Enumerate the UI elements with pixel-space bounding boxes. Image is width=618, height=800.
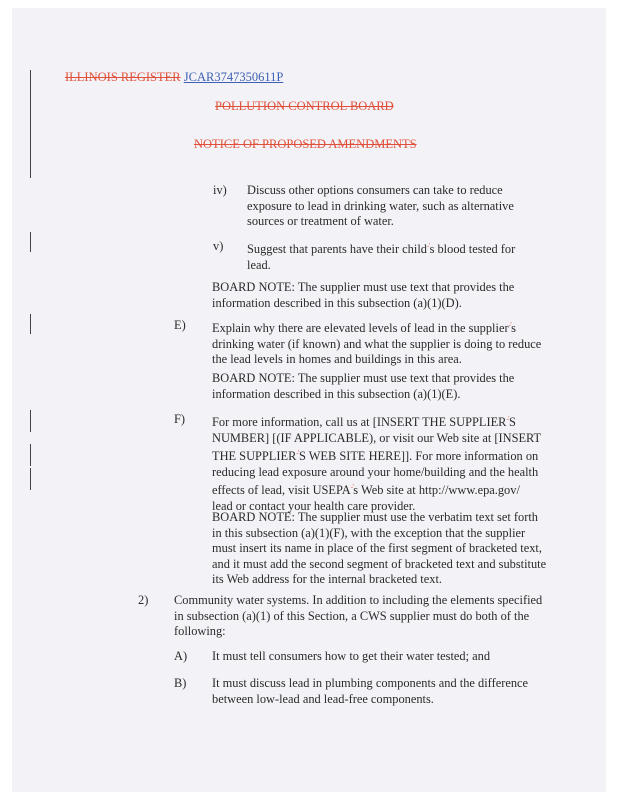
item-2-label: 2) [138, 593, 149, 607]
text-line: THE SUPPLIER-'S WEB SITE HERE]]. For more information on [212, 449, 539, 464]
item-a-label: A) [174, 649, 188, 663]
change-bar [30, 314, 31, 334]
item-b-label: B) [174, 676, 187, 690]
text-line: and it must add the second segment of bracketed text and substitute [212, 556, 547, 571]
text-line: the lead levels in homes and buildings in this area. [212, 352, 462, 367]
change-bar [30, 468, 31, 490]
board-header: POLLUTION CONTROL BOARD [215, 99, 394, 113]
notice-header: NOTICE OF PROPOSED AMENDMENTS [194, 137, 417, 151]
text-line: effects of lead, visit USEPA-'s Web site at http://www.epa.gov/ [212, 483, 520, 498]
document-page [12, 8, 606, 792]
item-v-label: v) [213, 239, 224, 253]
text-line: between low-lead and lead-free components. [212, 691, 434, 706]
change-bar [30, 70, 31, 178]
apostrophe-mark: -' [296, 449, 299, 458]
register-struck-text: ILLINOIS REGISTER [65, 70, 181, 84]
text-line: Community water systems. In addition to including the elements specified [174, 593, 543, 607]
text-line: Discuss other options consumers can take to reduce [247, 183, 503, 197]
text-line: information described in this subsection (a)(1)(D). [212, 295, 462, 310]
board-note-e [212, 371, 514, 402]
apostrophe-mark: -' [508, 321, 512, 329]
text-line: following: [174, 624, 226, 639]
item-e-text [212, 318, 541, 368]
text-line: in subsection (a)(1) of this Section, a CWS supplier must do both of the [174, 608, 530, 623]
item-e-label: E) [174, 318, 186, 332]
apostrophe-mark: -' [426, 242, 430, 250]
item-2-text [174, 593, 542, 640]
change-bar [30, 232, 31, 252]
text-line: Suggest that parents have their child-'s blood tested for [247, 242, 516, 256]
text-line: reducing lead exposure around your home/building and the health [212, 464, 539, 479]
text-line: lead. [247, 257, 271, 272]
item-v-text [247, 239, 515, 273]
text-line: Explain why there are elevated levels of lead in the supplier-'s [212, 321, 516, 335]
text-line: lead or contact your health care provider. [212, 498, 416, 513]
text-line: BOARD NOTE: The supplier must use the verbatim text set forth [212, 510, 539, 524]
item-iv-text [247, 183, 514, 230]
text-line: sources or treatment of water. [247, 214, 394, 229]
apostrophe-mark: -' [506, 415, 510, 423]
item-f-text [212, 412, 541, 515]
text-line: BOARD NOTE: The supplier must use text that provides the [212, 280, 515, 294]
item-f-label: F) [174, 412, 186, 426]
board-note-d [212, 280, 514, 311]
apostrophe-mark: -' [350, 483, 354, 492]
text-line: must insert its name in place of the first segment of bracketed text, [212, 541, 542, 556]
text-line: exposure to lead in drinking water, such as alternative [247, 198, 514, 213]
text-line: BOARD NOTE: The supplier must use text that provides the [212, 371, 515, 385]
text-line: It must tell consumers how to get their water tested; and [212, 649, 491, 663]
text-line: drinking water (if known) and what the supplier is doing to reduce [212, 336, 542, 351]
board-note-f [212, 510, 546, 588]
item-a-text [212, 649, 490, 665]
item-b-text [212, 676, 528, 707]
text-line: its Web address for the internal bracketed text. [212, 572, 442, 587]
register-inserted-text: JCAR3747350611P [183, 70, 284, 84]
text-line: in this subsection (a)(1)(F), with the exception that the supplier [212, 525, 526, 540]
text-line: information described in this subsection (a)(1)(E). [212, 386, 461, 401]
text-line: For more information, call us at [INSERT THE SUPPLIER-'S [212, 415, 516, 429]
change-bar [30, 444, 31, 466]
text-line: It must discuss lead in plumbing components and the difference [212, 676, 529, 690]
change-bar [30, 410, 31, 432]
item-iv-label: iv) [213, 183, 227, 197]
text-line: NUMBER] [(IF APPLICABLE), or visit our Web site at [INSERT [212, 430, 542, 445]
register-header [65, 70, 283, 85]
